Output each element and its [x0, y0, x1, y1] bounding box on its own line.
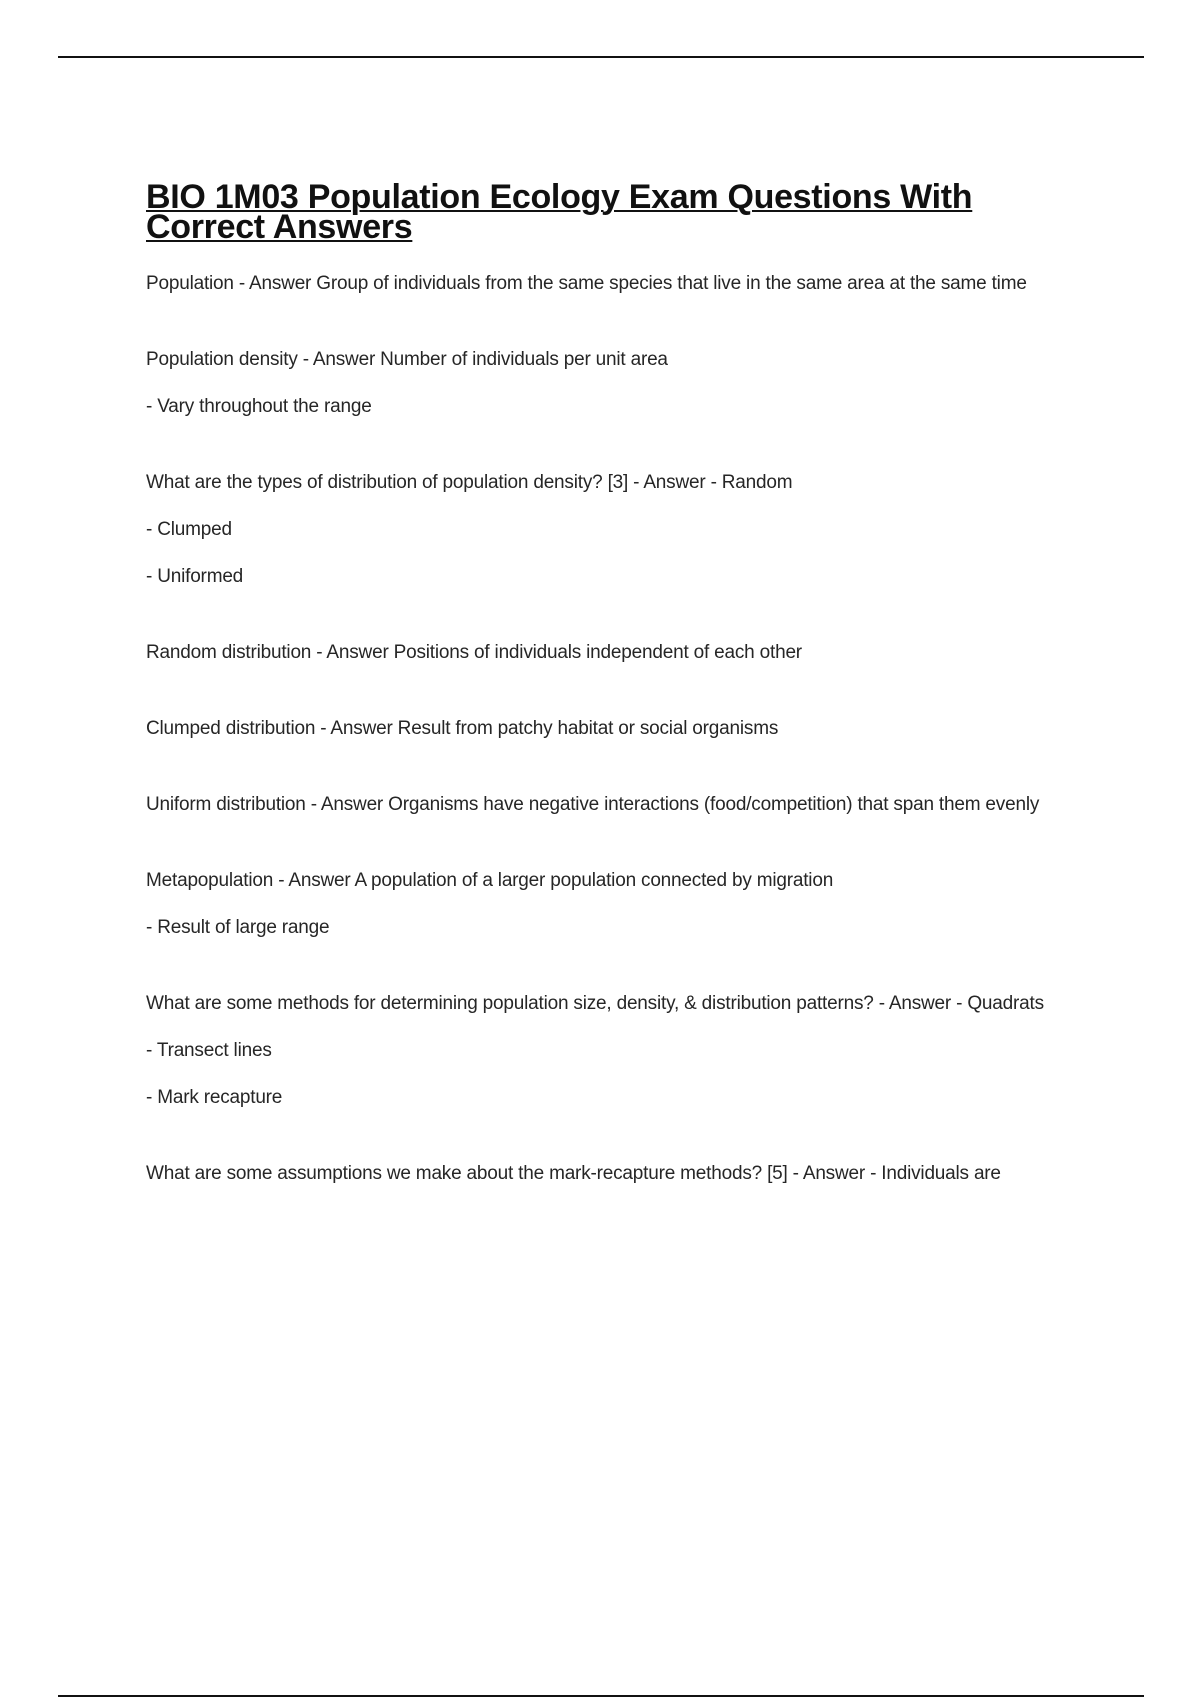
qa-line: What are some methods for determining population size, density, & distribution patterns? - Answer - Quadrats	[146, 993, 1044, 1014]
qa-entry-uniform-distribution	[146, 791, 1086, 819]
qa-line: - Result of large range	[146, 917, 330, 938]
qa-line: Random distribution - Answer Positions of individuals independent of each other	[146, 642, 802, 663]
qa-entry-methods	[146, 990, 1086, 1112]
qa-line: Metapopulation - Answer A population of a larger population connected by migration	[146, 870, 834, 891]
qa-list	[146, 270, 1086, 1188]
qa-line: What are some assumptions we make about the mark-recapture methods? [5] - Answer - Individuals are	[146, 1163, 1001, 1184]
qa-entry-distribution-types	[146, 469, 1086, 591]
qa-line: Population density - Answer Number of individuals per unit area	[146, 349, 668, 370]
qa-entry-population	[146, 270, 1086, 298]
qa-line: What are the types of distribution of population density? [3] - Answer - Random	[146, 472, 793, 493]
qa-entry-clumped-distribution	[146, 715, 1086, 743]
footer-rule	[58, 1695, 1144, 1697]
document-body	[146, 178, 1086, 1236]
qa-line: - Clumped	[146, 519, 232, 540]
qa-entry-population-density	[146, 346, 1086, 421]
qa-line: Uniform distribution - Answer Organisms have negative interactions (food/competition) that span them evenly	[146, 794, 1040, 815]
qa-entry-mark-recapture-assumptions	[146, 1160, 1086, 1188]
qa-entry-metapopulation	[146, 867, 1086, 942]
qa-entry-random-distribution	[146, 639, 1086, 667]
qa-line: - Uniformed	[146, 566, 244, 587]
qa-line: Clumped distribution - Answer Result from patchy habitat or social organisms	[146, 718, 779, 739]
qa-line: Population - Answer Group of individuals from the same species that live in the same area at the same time	[146, 273, 1027, 294]
qa-line: - Vary throughout the range	[146, 396, 372, 417]
header-rule	[58, 56, 1144, 58]
qa-line: - Mark recapture	[146, 1087, 283, 1108]
document-title: BIO 1M03 Population Ecology Exam Questions With Correct Answers	[146, 178, 973, 246]
qa-line: - Transect lines	[146, 1040, 272, 1061]
